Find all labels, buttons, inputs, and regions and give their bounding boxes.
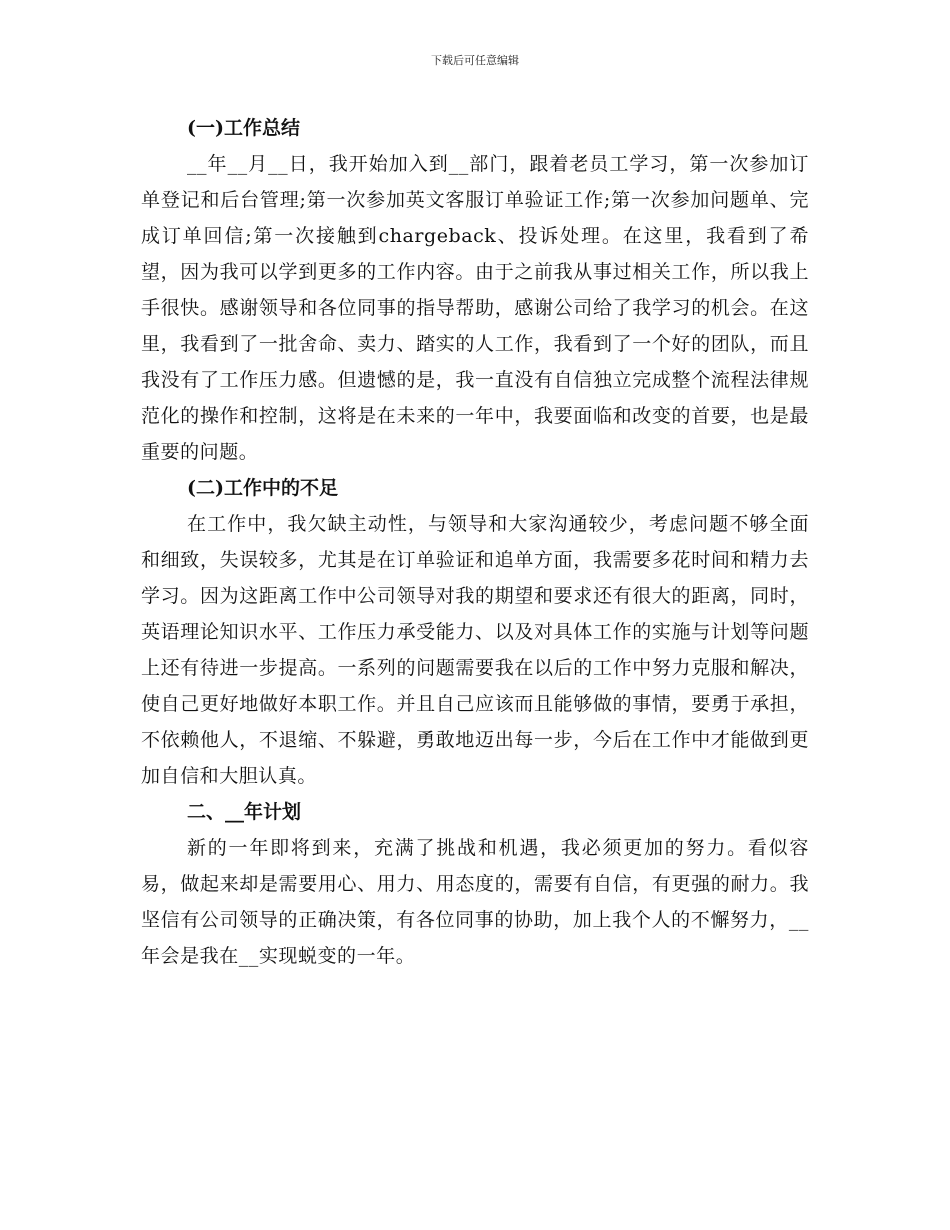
paragraph-work-summary: __年__月__日，我开始加入到__部门，跟着老员工学习，第一次参加订单登记和后台管理;第一次参加英文客服订单验证工作;第一次参加问题单、完成订单回信;第一次接触到chargeback、投诉处理。在这里，我看到了希望，因为我可以学到更多的工作内容。由于之前我从事过相关工作，所以我上手很快。感谢领导和各位同事的指导帮助，感谢公司给了我学习的机会。在这里，我看到了一批舍命、卖力、踏实的人工作，我看到了一个好的团队，而且我没有了工作压力感。但遗憾的是，我一直没有自信独立完成整个流程法律规范化的操作和控制，这将是在未来的一年中，我要面临和改变的首要，也是最重要的问题。 (141, 153, 809, 463)
header-note: 下载后可任意编辑 (431, 54, 519, 67)
section-heading-shortcomings: (二)工作中的不足 (187, 477, 338, 499)
paragraph-year-plan: 新的一年即将到来，充满了挑战和机遇，我必须更加的努力。看似容易，做起来却是需要用心、用力、用态度的，需要有自信，有更强的耐力。我坚信有公司领导的正确决策，有各位同事的协助，加上我个人的不懈努力，__年会是我在__实现蜕变的一年。 (141, 837, 809, 967)
section-heading-work-summary: (一)工作总结 (187, 117, 300, 139)
section-heading-year-plan: 二、__年计划 (187, 801, 302, 823)
paragraph-shortcomings: 在工作中，我欠缺主动性，与领导和大家沟通较少，考虑问题不够全面和细致，失误较多，尤其是在订单验证和追单方面，我需要多花时间和精力去学习。因为这距离工作中公司领导对我的期望和要求还有很大的距离，同时，英语理论知识水平、工作压力承受能力、以及对具体工作的实施与计划等问题上还有待进一步提高。一系列的问题需要我在以后的工作中努力克服和解决，使自己更好地做好本职工作。并且自己应该而且能够做的事情，要勇于承担，不依赖他人，不退缩、不躲避，勇敢地迈出每一步，今后在工作中才能做到更加自信和大胆认真。 (141, 513, 809, 787)
document-body (141, 110, 809, 974)
